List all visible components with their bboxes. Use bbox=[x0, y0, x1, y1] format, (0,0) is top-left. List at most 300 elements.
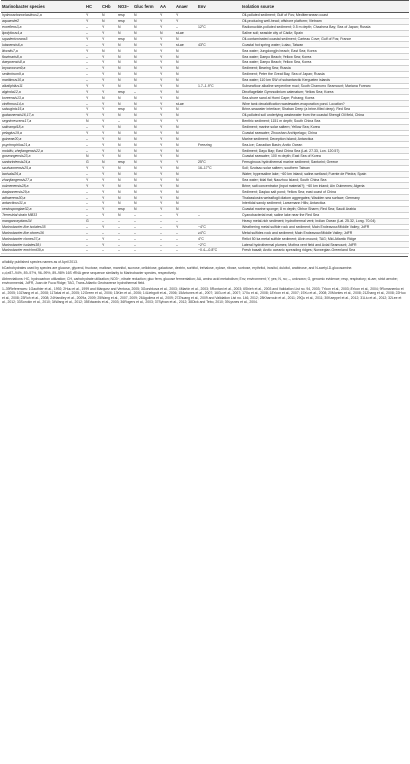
cell-species: guineae20,a bbox=[1, 136, 85, 142]
cell-source: Metal sulfides rock and sediment; Main Endeavour/Middle Valley; JdFR bbox=[241, 230, 409, 236]
cell-no3: resp bbox=[117, 89, 133, 95]
cell-anaer: N bbox=[175, 89, 197, 95]
cell-source: Intertidal sandy sediment; Larsemann Hills; Antarctica bbox=[242, 201, 326, 206]
cell-no3: N bbox=[117, 195, 133, 201]
cell-species: zhanjiangensis27,a bbox=[2, 177, 32, 182]
header-env: Env bbox=[197, 1, 241, 13]
cell-aa: Y bbox=[160, 13, 163, 18]
table-row bbox=[1, 248, 409, 254]
cell-no3: N bbox=[117, 42, 133, 48]
cell-source: Sea water; Daepo Beach; Yellow Sea; Korea bbox=[241, 54, 409, 60]
footnote: aValidly published species names as of April 2013. bbox=[2, 259, 78, 264]
cell-hc: Y bbox=[86, 130, 89, 135]
cell-no3: – bbox=[118, 119, 120, 124]
cell-no3: N bbox=[117, 171, 133, 177]
cell-species: santoriniensis24,a bbox=[1, 159, 85, 165]
cell-anaer: N bbox=[175, 136, 197, 142]
cell-no3: – bbox=[118, 236, 120, 241]
cell-hc: Y bbox=[85, 89, 101, 95]
cell-no3: – bbox=[118, 224, 120, 229]
cell-source: Radionuclide-polluted sediment; 0.5 m depth; Chazhma Bay; Sea of Japan; Russia bbox=[242, 25, 371, 30]
cell-no3: N bbox=[118, 60, 121, 65]
cell-anaer: N bbox=[176, 177, 179, 182]
cell-anaer: N bbox=[175, 183, 197, 189]
cell-anaer: N bbox=[175, 124, 197, 130]
cell-no3: N bbox=[118, 213, 121, 218]
cell-anaer: N bbox=[176, 72, 179, 77]
cell-species: mobilis; zhejiangensis22,a bbox=[1, 148, 85, 154]
cell-hc: Y bbox=[86, 36, 89, 41]
cell-no3: N bbox=[117, 136, 133, 142]
cell-gluc: N bbox=[133, 65, 159, 71]
cell-ch: Y bbox=[102, 130, 105, 135]
cell-ch: Y bbox=[102, 201, 105, 206]
cell-gluc: N bbox=[133, 148, 159, 154]
cell-species: segnicrescens17,a bbox=[2, 119, 32, 124]
cell-no3: – bbox=[118, 248, 120, 253]
cell-anaer: – bbox=[176, 248, 178, 253]
cell-anaer: N bbox=[175, 77, 197, 83]
cell-env: – bbox=[198, 213, 200, 218]
cell-hc: – bbox=[86, 236, 88, 241]
cell-aa: Y bbox=[159, 54, 175, 60]
cell-anaer: st-ae bbox=[175, 42, 197, 48]
cell-hc: – bbox=[86, 25, 88, 30]
cell-aa: Y bbox=[160, 36, 163, 41]
cell-no3: N bbox=[117, 30, 133, 36]
cell-gluc: – bbox=[133, 89, 159, 95]
cell-species: Marinobacter enrichmt39,a bbox=[2, 248, 44, 253]
cell-species: oulmenensis28,a bbox=[1, 183, 85, 189]
cell-ch: Y bbox=[101, 89, 117, 95]
cell-aa: Y bbox=[159, 159, 175, 165]
cell-gluc: N bbox=[134, 166, 137, 171]
cell-aa: – bbox=[159, 230, 175, 236]
table-header bbox=[1, 1, 409, 13]
cell-no3: N bbox=[118, 201, 121, 206]
cell-aa: – bbox=[160, 236, 162, 241]
cell-aa: – bbox=[159, 218, 175, 224]
cell-source: Oil-producing well-head; offshore platform; Vietnam bbox=[241, 18, 409, 24]
cell-hc: – bbox=[85, 171, 101, 177]
cell-ch: N bbox=[102, 13, 105, 18]
cell-ch: Y bbox=[102, 224, 105, 229]
cell-anaer: N bbox=[176, 83, 179, 88]
cell-ch: Y bbox=[101, 77, 117, 83]
cell-aa: Y bbox=[159, 65, 175, 71]
cell-anaer: N bbox=[176, 95, 179, 100]
cell-source: Benthic sediment; 1151 m depth; South China Sea bbox=[242, 119, 321, 124]
cell-source: Sea water; Jungdongjin beach; East Sea; Korea bbox=[242, 48, 317, 53]
cell-aa: Y bbox=[159, 183, 175, 189]
cell-source: Relict 50 ka metal sulfide sediment; Alvin mound; TAG; Mid-Atlantic Ridge bbox=[242, 236, 357, 241]
cell-gluc: N bbox=[133, 136, 159, 142]
cell-gluc: N bbox=[133, 112, 159, 118]
cell-hc: – bbox=[86, 142, 88, 147]
cell-species: algicola12,a bbox=[1, 89, 85, 95]
cell-gluc: – bbox=[134, 224, 136, 229]
cell-hc: – bbox=[85, 148, 101, 154]
cell-species: antarcticus31,a bbox=[2, 201, 26, 206]
cell-ch: Y bbox=[102, 60, 105, 65]
cell-no3: N bbox=[118, 95, 121, 100]
header-aa: AA bbox=[159, 1, 175, 13]
cell-ch: Y bbox=[101, 242, 117, 248]
cell-env: 43°C bbox=[197, 42, 241, 48]
cell-species: hydrocarbonoclasticus1,a bbox=[2, 13, 42, 18]
cell-env: ≥4°C bbox=[197, 230, 241, 236]
cell-no3: – bbox=[117, 242, 133, 248]
cell-gluc: – bbox=[133, 230, 159, 236]
cell-source: Wine tank decalcification wastewater-evaporation pond. Location? bbox=[241, 101, 409, 107]
cell-gluc: – bbox=[133, 218, 159, 224]
cell-source: Oil-polluted soil underlying wastewater from the coastal Shengli Oil field, China bbox=[241, 112, 409, 118]
cell-species: excellens3,a bbox=[2, 25, 22, 30]
cell-gluc: N bbox=[133, 42, 159, 48]
cell-source: Sediment; marine solar saltern; Yellow Sea; Korea bbox=[241, 124, 409, 130]
cell-ch: N bbox=[102, 95, 105, 100]
cell-aa: Y bbox=[159, 206, 175, 212]
cell-ch: Y bbox=[101, 206, 117, 212]
cell-anaer: st-ae bbox=[175, 101, 197, 107]
cell-ch: Y bbox=[102, 25, 105, 30]
cell-anaer: N bbox=[176, 48, 179, 53]
cell-hc: – bbox=[85, 195, 101, 201]
cell-species: alkaliphilus11 bbox=[2, 83, 23, 88]
cell-species: litoralis7,a bbox=[2, 48, 18, 53]
cell-species: Marinobacter-like clones36 bbox=[1, 230, 85, 236]
footnote: c,d,e87–94%, 89–97%, 96–99%, 89–98% 16S rRNA gene sequence similarity to Marinobacter species, respectively. bbox=[2, 271, 177, 276]
cell-anaer: N bbox=[176, 166, 179, 171]
cell-gluc: N bbox=[133, 30, 159, 36]
cell-no3: resp bbox=[118, 36, 125, 41]
cell-hc: – bbox=[85, 77, 101, 83]
cell-source: Saline soil; seaside city of Cádiz; Spain bbox=[241, 30, 409, 36]
cell-anaer: Y bbox=[175, 159, 197, 165]
cell-source: Oil-contaminated coastal sediment; Carteau Cove; Gulf of Fos; France bbox=[242, 36, 352, 41]
cell-aa: Y bbox=[159, 148, 175, 154]
cell-env: 1.7–1.9°C bbox=[198, 83, 214, 88]
cell-hc: – bbox=[86, 189, 88, 194]
cell-gluc: N bbox=[134, 60, 137, 65]
cell-source: Thalassiosira weissflogii diatom aggregates; Wadden sea surface; Germany bbox=[241, 195, 409, 201]
cell-hc: Y bbox=[86, 13, 89, 18]
cell-aa: Y bbox=[160, 60, 163, 65]
cell-no3: N bbox=[118, 189, 121, 194]
cell-anaer: – bbox=[175, 218, 197, 224]
cell-aa: Y bbox=[160, 142, 163, 147]
cell-gluc: N bbox=[134, 72, 137, 77]
cell-gluc: N bbox=[134, 83, 137, 88]
cell-source: Subseafloor alkaline serpentine mud; South Chamorro Seamount; Mariana Forearc bbox=[242, 83, 371, 88]
cell-species: squalenivorans5 bbox=[2, 36, 28, 41]
cell-gluc: N bbox=[134, 107, 137, 112]
cell-ch: Y bbox=[101, 54, 117, 60]
cell-gluc: N bbox=[133, 124, 159, 130]
cell-anaer: N bbox=[176, 60, 179, 65]
cell-ch: N bbox=[101, 159, 117, 165]
cell-aa: Y bbox=[160, 154, 163, 159]
cell-hc: – bbox=[85, 42, 101, 48]
cell-anaer: N bbox=[175, 54, 197, 60]
cell-hc: – bbox=[85, 54, 101, 60]
cell-anaer: N bbox=[176, 142, 179, 147]
cell-aa: Y bbox=[159, 124, 175, 130]
cell-species: goseongensis23,a bbox=[2, 154, 31, 159]
cell-env: 4°C bbox=[198, 236, 204, 241]
cell-aa: Y bbox=[159, 101, 175, 107]
cell-anaer: N bbox=[175, 112, 197, 118]
cell-species: sediminum9,a bbox=[2, 72, 24, 77]
header-hc: HC bbox=[85, 1, 101, 13]
cell-hc: N bbox=[86, 154, 89, 159]
cell-env: 12°C bbox=[198, 25, 206, 30]
cell-source: Brine; salt concentrator (input material?); ~60 km inland; Ain Oulmenes; Algeria bbox=[241, 183, 409, 189]
cell-species: salsuginis15,a bbox=[2, 107, 25, 112]
cell-gluc: N bbox=[134, 95, 137, 100]
cell-species: lacisalsi26,a bbox=[1, 171, 85, 177]
cell-source: Coastal seawater; 100 m depth; East Sea of Korea bbox=[242, 154, 321, 159]
marinobacter-species-table bbox=[1, 0, 409, 254]
cell-anaer: st-ae bbox=[175, 30, 197, 36]
cell-ch: Y bbox=[101, 101, 117, 107]
cell-env: 25°C bbox=[197, 159, 241, 165]
cell-gluc: – bbox=[134, 236, 136, 241]
cell-anaer: N bbox=[176, 36, 179, 41]
cell-gluc: N bbox=[134, 177, 137, 182]
cell-gluc: N bbox=[134, 142, 137, 147]
cell-gluc: N bbox=[134, 130, 137, 135]
cell-hc: – bbox=[85, 30, 101, 36]
cell-source: Coastal hot spring water; Lutao, Taiwan bbox=[241, 42, 409, 48]
cell-species: pelagius19,a bbox=[2, 130, 22, 135]
cell-ch: Y bbox=[102, 72, 105, 77]
cell-source: Oil-polluted sediment; Gulf of Fos; Mediterranean coast bbox=[242, 13, 328, 18]
header-gluc-ferm: Gluc ferm bbox=[133, 1, 159, 13]
cell-env: Freezing bbox=[198, 142, 212, 147]
cell-no3: resp bbox=[117, 206, 133, 212]
cell-ch: – bbox=[101, 218, 117, 224]
cell-hc: Y bbox=[86, 48, 89, 53]
cell-hc: – bbox=[85, 101, 101, 107]
cell-gluc: N bbox=[134, 119, 137, 124]
cell-gluc: N bbox=[133, 171, 159, 177]
cell-ch: Y bbox=[101, 183, 117, 189]
cell-source: Sea-ice; Canadian Basin; Arctic Ocean bbox=[242, 142, 303, 147]
cell-gluc: N bbox=[133, 183, 159, 189]
cell-no3: N bbox=[118, 130, 121, 135]
cell-no3: N bbox=[118, 142, 121, 147]
cell-ch: Y bbox=[102, 166, 105, 171]
cell-hc: – bbox=[85, 65, 101, 71]
cell-species: adhaerens30,a bbox=[1, 195, 85, 201]
cell-aa: Y bbox=[160, 95, 163, 100]
cell-aa: – bbox=[160, 224, 162, 229]
cell-species: aquaeolei2 bbox=[1, 18, 85, 24]
cell-aa: Y bbox=[160, 107, 163, 112]
cell-ch: N bbox=[102, 48, 105, 53]
cell-ch: – bbox=[101, 230, 117, 236]
cell-aa: Y bbox=[159, 136, 175, 142]
cell-ch: Y bbox=[102, 36, 105, 41]
cell-anaer: N bbox=[176, 130, 179, 135]
cell-anaer: – bbox=[175, 230, 197, 236]
cell-source: Cyanobacterial mat; saline lake near the Red Sea bbox=[242, 213, 320, 218]
cell-species: Marinobacter-like isolates35 bbox=[2, 224, 46, 229]
cell-species: flavimaris8,a bbox=[1, 54, 85, 60]
header-isolation-source: Isolation source bbox=[241, 1, 409, 13]
cell-hc: G bbox=[85, 218, 101, 224]
cell-no3: resp bbox=[117, 18, 133, 24]
cell-hc: – bbox=[85, 124, 101, 130]
cell-no3: N bbox=[118, 25, 121, 30]
cell-ch: Y bbox=[101, 30, 117, 36]
cell-ch: Y bbox=[102, 142, 105, 147]
cell-aa: Y bbox=[160, 83, 163, 88]
cell-anaer: N bbox=[175, 171, 197, 177]
cell-anaer: – bbox=[175, 242, 197, 248]
table-body bbox=[1, 13, 409, 254]
footnote: bCarbohydrates used by species are glucose, glycerol, fructose, maltose, mannitol, sucrose, cellobiose, galactose, dextrin, sorbitol, trehalose, xylose, ribose, sorbose, erythritol, inositol, dulcitol, arabinose, and N-acetyl-D-glucosamine. bbox=[2, 265, 353, 270]
cell-species: maritimus10,a bbox=[1, 77, 85, 83]
cell-ch: Y bbox=[101, 148, 117, 154]
cell-gluc: N bbox=[134, 48, 137, 53]
cell-source: Sediment; Peter the Great Bay, Sea of Japan; Russia bbox=[242, 72, 325, 77]
cell-gluc: – bbox=[134, 213, 136, 218]
cell-hc: Y bbox=[85, 18, 101, 24]
cell-species: daepoensis8,a bbox=[2, 60, 25, 65]
cell-hc: G bbox=[85, 159, 101, 165]
cell-gluc: N bbox=[134, 25, 137, 30]
cell-species: psychrophilus21,a bbox=[2, 142, 31, 147]
cell-ch: Y bbox=[102, 236, 105, 241]
cell-no3: N bbox=[118, 177, 121, 182]
cell-aa: Y bbox=[159, 112, 175, 118]
cell-hc: Y bbox=[86, 107, 89, 112]
cell-aa: Y bbox=[160, 48, 163, 53]
cell-env: ~2°C bbox=[197, 242, 241, 248]
cell-hc: Y bbox=[86, 95, 89, 100]
cell-aa: Y bbox=[159, 171, 175, 177]
cell-no3: N bbox=[118, 154, 121, 159]
cell-species: Marinobacter clones37,a bbox=[2, 236, 41, 241]
cell-aa: N bbox=[159, 30, 175, 36]
cell-gluc: – bbox=[134, 248, 136, 253]
cell-species: bryozoorum9,a bbox=[1, 65, 85, 71]
header-ch: CHb bbox=[101, 1, 117, 13]
cell-aa: Y bbox=[159, 42, 175, 48]
cell-hc: – bbox=[85, 206, 101, 212]
cell-source: Sea water; 110 km SW of subantarctic Kerguelen islands bbox=[241, 77, 409, 83]
cell-no3: resp bbox=[118, 13, 125, 18]
cell-aa: Y bbox=[160, 166, 163, 171]
header-anaer: Anaer bbox=[175, 1, 197, 13]
cell-source: Sea water; tidal flat; Naozhou Island; South China Sea bbox=[242, 177, 327, 182]
cell-no3: N bbox=[118, 83, 121, 88]
cell-no3: N bbox=[117, 101, 133, 107]
cell-source: Heavy metal-rich sediment; hydrothermal vent; Indian Ocean (Lat. 25.32, Long. 70.04) bbox=[241, 218, 409, 224]
cell-gluc: N bbox=[134, 201, 137, 206]
cell-ch: Y bbox=[102, 154, 105, 159]
cell-source: Marine sediment; Deception Island; Antarctica bbox=[241, 136, 409, 142]
cell-species: szutsaonensis25,a bbox=[2, 166, 31, 171]
cell-anaer: Y bbox=[175, 18, 197, 24]
cell-aa: Y bbox=[160, 119, 163, 124]
cell-gluc: N bbox=[134, 154, 137, 159]
cell-hc: Y bbox=[86, 83, 89, 88]
cell-gluc: N bbox=[133, 206, 159, 212]
cell-no3: – bbox=[117, 218, 133, 224]
cell-anaer: N bbox=[176, 107, 179, 112]
cell-source: Sediment; Dayu Bay; East China Sea (Lat. 27.33, Lon. 120.57) bbox=[241, 148, 409, 154]
cell-no3: N bbox=[118, 72, 121, 77]
cell-gluc: N bbox=[133, 18, 159, 24]
cell-species: lutaoensis6,a bbox=[1, 42, 85, 48]
cell-source: Dinoflagellate Gymnodinium catenatum; Yellow Sea; Korea bbox=[241, 89, 409, 95]
cell-anaer: Y bbox=[176, 213, 179, 218]
cell-ch: N bbox=[101, 18, 117, 24]
cell-ch: Y bbox=[102, 189, 105, 194]
footnote: 1–39References: 1Gauthier et al., 1992; 2Huu et al., 1999 and Márquez and Ventosa, 2005; 3Gorshkova et al., 2003; 4Martín et al., 2003; 5Rontani et al., 2003; 6Shieh et al., 2003 and Validation List no. 94, 2003; 7Yoon et al., 2003; 8Yoon et al., 2004; 9Romanenko et al., 2005; 10Zhang et al., 2008; 11Takai et al., 2005; 12Green et al., 2006; 13Kim et al., 2006; 14Liebgott et al., 2006; 15Antunes et al., 2007; 16Gu et al., 2007; 17Xu et al., 2008; 18Yoon et al., 2007; 19Xu et al., 2008; 20Montes et al., 2008; 21Zhang et al., 2008; 22Huo et al., 2008; 23Roh et al., 2008; 24Handley et al., 2009a, 2009; 25Wang et al., 2007, 2009; 26Aguilera et al., 2009; 27Zhuang et al., 2009 and Validation List no. 146, 2012; 28Kharroub et al., 2011; 29Qu et al., 2011; 30Kaeppel et al., 2012; 31Liu et al., 2012; 32Lee et al., 2012; 33Sorokin et al., 2010; 34Wang et al., 2012; 35Edwards et al., 2003; 36Rogers et al., 2003; 37Sylvan et al., 2012; 38Dick and Tebo, 2010; 39Lysnes et al., 2004. bbox=[2, 286, 406, 304]
cell-aa: Y bbox=[159, 18, 175, 24]
cell-species: koreensis13,a bbox=[2, 95, 24, 100]
cell-no3: N bbox=[117, 148, 133, 154]
cell-ch: Y bbox=[101, 195, 117, 201]
header-no3: NO3− bbox=[117, 1, 133, 13]
cell-source: Lateral hydrothermal plumes; Mothra vent field and Axial Seamount; JdFR bbox=[241, 242, 409, 248]
cell-gluc: N bbox=[133, 101, 159, 107]
cell-ch: Y bbox=[101, 136, 117, 142]
cell-hc: Y bbox=[85, 112, 101, 118]
cell-hc: – bbox=[86, 72, 88, 77]
cell-gluc: N bbox=[134, 189, 137, 194]
cell-hc: – bbox=[85, 242, 101, 248]
cell-anaer: N bbox=[176, 154, 179, 159]
cell-env: 16–17°C bbox=[198, 166, 212, 171]
header-species: Marinobacter species bbox=[1, 1, 85, 13]
cell-aa: Y bbox=[160, 189, 163, 194]
cell-anaer: N bbox=[175, 195, 197, 201]
cell-source: Weathering metal sulfide rock and sediment; Main Endeavour/Middle Valley; JdFR bbox=[242, 224, 370, 229]
cell-hc: – bbox=[85, 230, 101, 236]
cell-no3: – bbox=[117, 230, 133, 236]
cell-no3: N bbox=[118, 48, 121, 53]
cell-aa: Y bbox=[160, 201, 163, 206]
cell-hc: – bbox=[86, 248, 88, 253]
cell-species: manganoxydans34 bbox=[1, 218, 85, 224]
cell-gluc: N bbox=[134, 36, 137, 41]
cell-no3: N bbox=[117, 112, 133, 118]
cell-source: Sediment; Daqiao salt pond; Yellow Sea; east coast of China bbox=[242, 189, 336, 194]
cell-species: vinifirmus14,a bbox=[1, 101, 85, 107]
cell-source: Fresh basalt; Arctic oceanic spreading ridges; Norwegian-Greenland Sea bbox=[242, 248, 356, 253]
cell-anaer: Y bbox=[176, 13, 179, 18]
cell-anaer: N bbox=[175, 206, 197, 212]
cell-no3: N bbox=[117, 54, 133, 60]
cell-ch: Y bbox=[101, 171, 117, 177]
cell-species: Marinobacter isolates38,l bbox=[1, 242, 85, 248]
cell-aa: Y bbox=[160, 130, 163, 135]
cell-species: lipolyticus4,a bbox=[1, 30, 85, 36]
cell-no3: N bbox=[117, 124, 133, 130]
cell-aa: Y bbox=[159, 89, 175, 95]
cell-source: Water; hypersaline lake; ~60 km inland; saline-wetland; Fuente de Piedra; Spain bbox=[241, 171, 409, 177]
cell-ch: Y bbox=[101, 65, 117, 71]
cell-source: Brine-seawater interface; Shaban Deep (a brine-filled deep); Red Sea bbox=[242, 107, 350, 112]
cell-source: Ferruginous hydrothermal marine sediment; Santorini; Greece bbox=[241, 159, 409, 165]
cell-no3: resp bbox=[117, 159, 133, 165]
cell-anaer: – bbox=[176, 25, 178, 30]
